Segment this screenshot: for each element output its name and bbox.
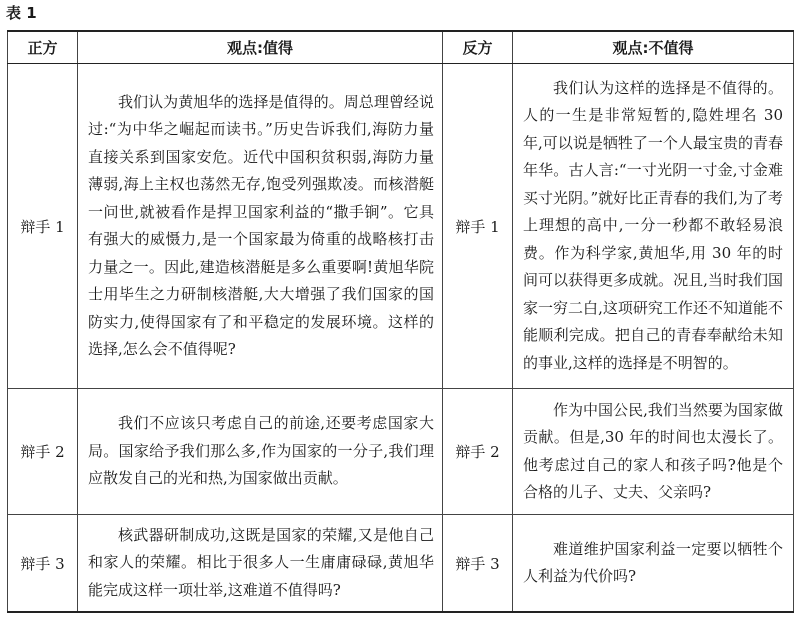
header-pro-side: 正方 [8, 31, 78, 64]
pro-speaker: 辩手 3 [8, 515, 78, 613]
header-row [8, 31, 794, 64]
con-argument: 作为中国公民,我们当然要为国家做贡献。但是,30 年的时间也太漫长了。他考虑过自己的家人和孩子吗?他是个合格的儿子、丈夫、父亲吗? [513, 389, 794, 515]
con-speaker: 辩手 1 [443, 64, 513, 389]
con-argument: 难道维护国家利益一定要以牺牲个人利益为代价吗? [513, 515, 794, 613]
header-pro-view: 观点:值得 [78, 31, 443, 64]
header-con-side: 反方 [443, 31, 513, 64]
table-row [8, 389, 794, 515]
table-row [8, 64, 794, 389]
pro-argument: 我们不应该只考虑自己的前途,还要考虑国家大局。国家给予我们那么多,作为国家的一分子,我们理应散发自己的光和热,为国家做出贡献。 [78, 389, 443, 515]
header-con-view: 观点:不值得 [513, 31, 794, 64]
debate-table [7, 30, 794, 613]
con-argument: 我们认为这样的选择是不值得的。人的一生是非常短暂的,隐姓埋名 30 年,可以说是牺牲了一个人最宝贵的青春年华。古人言:“一寸光阴一寸金,寸金难买寸光阴。”就好比正青春的我们,为了考上理想的高中,一分一秒都不敢轻易浪费。作为科学家,黄旭华,用 30 年的时间可以获得更多成就。况且,当时我们国家一穷二白,这项研究工作还不知道能不能顺利完成。把自己的青春奉献给未知的事业,这样的选择是不明智的。 [513, 64, 794, 389]
con-speaker: 辩手 2 [443, 389, 513, 515]
pro-speaker: 辩手 2 [8, 389, 78, 515]
pro-argument: 我们认为黄旭华的选择是值得的。周总理曾经说过:“为中华之崛起而读书。”历史告诉我们,海防力量直接关系到国家安危。近代中国积贫积弱,海防力量薄弱,海上主权也荡然无存,饱受列强欺凌。而核潜艇一问世,就被看作是捍卫国家利益的“撒手锏”。它具有强大的威慑力,是一个国家最为倚重的战略核打击力量之一。因此,建造核潜艇是多么重要啊!黄旭华院士用毕生之力研制核潜艇,大大增强了我们国家的国防实力,使得国家有了和平稳定的发展环境。这样的选择,怎么会不值得呢? [78, 64, 443, 389]
table-row [8, 515, 794, 613]
pro-argument: 核武器研制成功,这既是国家的荣耀,又是他自己和家人的荣耀。相比于很多人一生庸庸碌碌,黄旭华能完成这样一项壮举,这难道不值得吗? [78, 515, 443, 613]
con-speaker: 辩手 3 [443, 515, 513, 613]
table-title: 表 1 [6, 4, 37, 22]
pro-speaker: 辩手 1 [8, 64, 78, 389]
